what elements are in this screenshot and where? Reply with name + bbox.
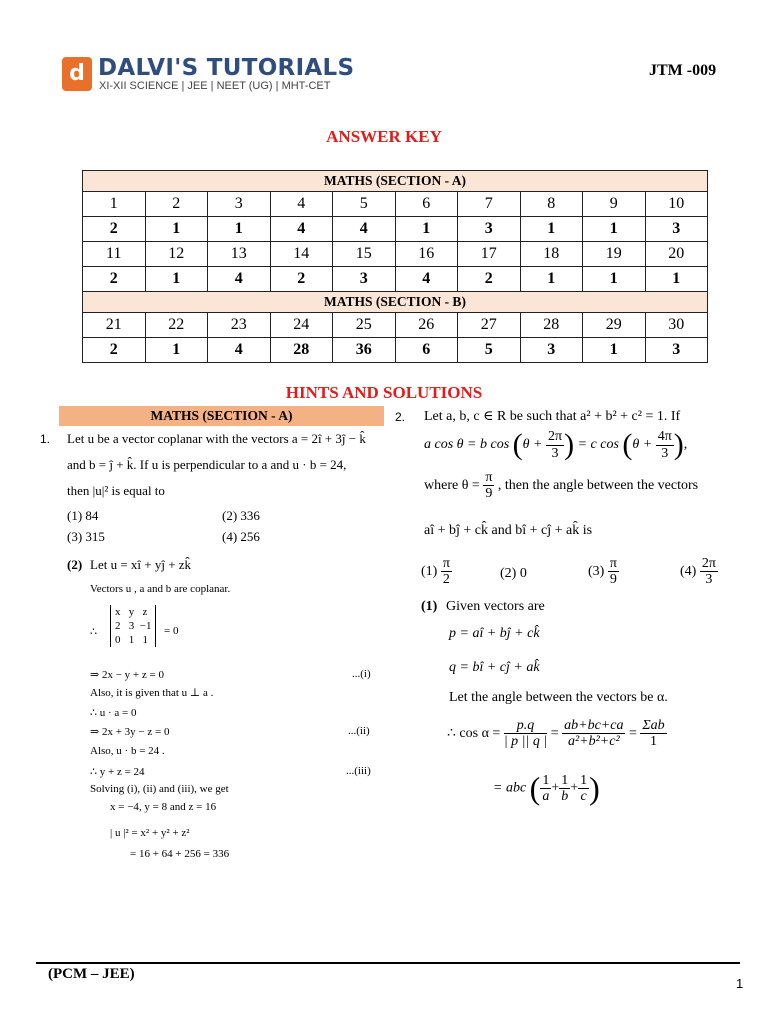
answer-cell: 3 bbox=[520, 338, 583, 363]
question-number-cell: 11 bbox=[83, 242, 146, 267]
q2-eq-mid: = c cos bbox=[577, 437, 619, 453]
section-b-header bbox=[83, 292, 708, 313]
answer-cell: 1 bbox=[520, 217, 583, 242]
brand-name: DALVI'S TUTORIALS bbox=[98, 55, 355, 81]
q2-solution-line1: Given vectors are bbox=[446, 599, 545, 614]
det-row-3: 0 1 1 bbox=[115, 634, 148, 646]
brand-tagline: XI-XII SCIENCE | JEE | NEET (UG) | MHT-CET bbox=[99, 80, 331, 92]
q1-line1: Let u be a vector coplanar with the vectors a = 2î + 3ĵ − k̂ bbox=[67, 431, 366, 446]
therefore-symbol: ∴ bbox=[90, 626, 97, 638]
q1-option-4: (4) 256 bbox=[222, 529, 260, 544]
q1-solution-line7: Also, u · b = 24 . bbox=[90, 745, 165, 757]
question-number-cell: 15 bbox=[333, 242, 396, 267]
question-number-row bbox=[83, 313, 708, 338]
q2-where-den: 9 bbox=[485, 486, 493, 502]
question-number-cell: 14 bbox=[270, 242, 333, 267]
answer-cell: 4 bbox=[333, 217, 396, 242]
q1-solution-line11: | u |² = x² + y² + z² bbox=[110, 827, 190, 839]
q2-number: 2. bbox=[395, 410, 406, 424]
q2-option-1 bbox=[421, 556, 452, 588]
answer-cell: 3 bbox=[645, 338, 708, 363]
answer-cell: 2 bbox=[83, 338, 146, 363]
question-number-cell: 4 bbox=[270, 192, 333, 217]
question-number-cell: 30 bbox=[645, 313, 708, 338]
q2-opt1-den: 2 bbox=[442, 572, 450, 588]
answer-key-title: ANSWER KEY bbox=[326, 127, 442, 146]
answer-cell: 6 bbox=[395, 338, 458, 363]
q2-where-num: π bbox=[485, 470, 493, 485]
question-number-cell: 3 bbox=[208, 192, 271, 217]
q2-abc-equation: = abc ( $\frac{1}{a}$ + $\frac{1}{b}$ + $\frac{1}{c}$ ) bbox=[493, 770, 600, 806]
question-number-cell: 17 bbox=[458, 242, 521, 267]
answer-cell: 3 bbox=[645, 217, 708, 242]
footer-course: (PCM – JEE) bbox=[48, 966, 135, 982]
q2-abc-plus1: + bbox=[551, 780, 560, 796]
answer-key-table bbox=[82, 170, 708, 363]
q2-where-line bbox=[424, 470, 698, 502]
q2-eq-theta2: θ + bbox=[632, 437, 653, 453]
question-number-cell: 12 bbox=[145, 242, 208, 267]
question-number-cell: 26 bbox=[395, 313, 458, 338]
answer-cell: 1 bbox=[208, 217, 271, 242]
q2-where: where θ = bbox=[424, 478, 480, 494]
answer-cell: 1 bbox=[145, 338, 208, 363]
question-number-cell: 29 bbox=[583, 313, 646, 338]
q2-abc-n2: 1 bbox=[561, 772, 569, 788]
q2-abc-lhs: = abc bbox=[493, 780, 527, 796]
question-number-cell: 6 bbox=[395, 192, 458, 217]
q2-equals-1: = bbox=[550, 726, 559, 742]
brand-logo-icon: d bbox=[62, 57, 92, 91]
q1-line3: then |u|² is equal to bbox=[67, 483, 165, 498]
q1-solution-answer: (2) bbox=[67, 557, 83, 572]
q1-solution-line2: Vectors u , a and b are coplanar. bbox=[90, 583, 231, 595]
question-number-cell: 8 bbox=[520, 192, 583, 217]
q2-line1: Let a, b, c ∈ R be such that a² + b² + c² = 1. If bbox=[424, 409, 681, 424]
q2-solution-answer: (1) bbox=[421, 599, 438, 614]
answer-cell: 28 bbox=[270, 338, 333, 363]
answer-cell: 1 bbox=[645, 267, 708, 292]
q2-abc-n1: 1 bbox=[542, 772, 550, 788]
question-number-cell: 22 bbox=[145, 313, 208, 338]
question-number-row bbox=[83, 192, 708, 217]
q2-cos-f2-den: a²+b²+c² bbox=[567, 734, 620, 750]
question-number-cell: 1 bbox=[83, 192, 146, 217]
q2-cos-f2-num: ab+bc+ca bbox=[564, 718, 624, 733]
q2-abc-d2: b bbox=[561, 789, 569, 804]
answer-cell: 2 bbox=[458, 267, 521, 292]
q2-cos-f3-num: Σab bbox=[642, 718, 665, 733]
q2-cos-f1-den: | p || q | bbox=[503, 734, 548, 750]
q1-solution-line12: = 16 + 64 + 256 = 336 bbox=[130, 848, 230, 860]
q2-opt1-num: π bbox=[442, 556, 450, 571]
q2-opt4-num: 2π bbox=[701, 556, 716, 571]
q1-eq3-tag: ...(iii) bbox=[346, 765, 371, 777]
answer-row bbox=[83, 267, 708, 292]
question-number-cell: 7 bbox=[458, 192, 521, 217]
paper-code: JTM -009 bbox=[649, 62, 717, 79]
answer-cell: 2 bbox=[83, 267, 146, 292]
q2-abc-plus2: + bbox=[570, 780, 579, 796]
q1-solution-line1: Let u = xî + yĵ + zk̂ bbox=[90, 557, 192, 572]
answer-cell: 3 bbox=[458, 217, 521, 242]
q2-eq-theta1: θ + bbox=[522, 437, 543, 453]
question-number-cell: 5 bbox=[333, 192, 396, 217]
q1-option-2: (2) 336 bbox=[222, 508, 260, 523]
q1-solution-eq2: ⇒ 2x + 3y − z = 0 bbox=[90, 726, 170, 738]
q2-frac2-den: 3 bbox=[661, 445, 669, 461]
q2-opt3-den: 9 bbox=[609, 572, 617, 588]
det-row-1: x y z bbox=[115, 606, 148, 618]
question-number-row bbox=[83, 242, 708, 267]
q2-option-2: (2) 0 bbox=[500, 566, 527, 581]
q1-option-1: (1) 84 bbox=[67, 508, 99, 523]
answer-cell: 1 bbox=[583, 217, 646, 242]
q1-eq2-tag: ...(ii) bbox=[348, 725, 370, 737]
question-number-cell: 25 bbox=[333, 313, 396, 338]
answer-cell: 4 bbox=[270, 217, 333, 242]
section-a-header-cell: MATHS (SECTION - A) bbox=[83, 171, 708, 192]
question-number-cell: 21 bbox=[83, 313, 146, 338]
q2-frac1-den: 3 bbox=[551, 445, 559, 461]
answer-cell: 3 bbox=[333, 267, 396, 292]
q1-determinant bbox=[110, 605, 156, 647]
answer-cell: 1 bbox=[583, 267, 646, 292]
q2-eq-a: a cos θ = b cos bbox=[424, 437, 510, 453]
section-a-header bbox=[83, 171, 708, 192]
question-number-cell: 9 bbox=[583, 192, 646, 217]
question-number-cell: 2 bbox=[145, 192, 208, 217]
question-number-cell: 10 bbox=[645, 192, 708, 217]
answer-cell: 4 bbox=[208, 267, 271, 292]
q2-where-tail: , then the angle between the vectors bbox=[497, 478, 699, 494]
q2-option-4 bbox=[680, 556, 718, 588]
answer-cell: 1 bbox=[583, 338, 646, 363]
question-number-cell: 19 bbox=[583, 242, 646, 267]
answer-row bbox=[83, 217, 708, 242]
answer-cell: 5 bbox=[458, 338, 521, 363]
q2-solution-line2: Let the angle between the vectors be α. bbox=[449, 690, 668, 705]
answer-cell: 1 bbox=[395, 217, 458, 242]
q2-frac2-num: 4π bbox=[657, 429, 672, 445]
q1-option-3: (3) 315 bbox=[67, 529, 105, 544]
question-number-cell: 27 bbox=[458, 313, 521, 338]
q1-line2: and b = ĵ + k̂. If u is perpendicular to a and u · b = 24, bbox=[67, 457, 347, 472]
det-row-2: 2 3 −1 bbox=[115, 620, 152, 632]
q2-equation: a cos θ = b cos (θ + $\frac{2\pi}{3}$ ) = c cos (θ + $\frac{4\pi}{3}$ ), bbox=[424, 428, 688, 461]
q2-option-3 bbox=[588, 556, 619, 588]
q2-opt4-den: 3 bbox=[705, 572, 713, 588]
q1-solution-line5: ∴ u · a = 0 bbox=[90, 707, 137, 719]
q2-cos-f3-den: 1 bbox=[650, 734, 658, 750]
hints-section-title: MATHS (SECTION - A) bbox=[59, 406, 384, 426]
q2-cos-lhs: ∴ cos α = bbox=[447, 726, 501, 742]
q2-eq-comma: , bbox=[683, 437, 688, 453]
q2-opt3-label: (3) bbox=[588, 564, 605, 580]
q2-frac1-num: 2π bbox=[547, 429, 563, 445]
answer-cell: 4 bbox=[208, 338, 271, 363]
hints-title: HINTS AND SOLUTIONS bbox=[285, 383, 483, 402]
answer-row bbox=[83, 338, 708, 363]
q1-solution-line9: Solving (i), (ii) and (iii), we get bbox=[90, 783, 229, 795]
question-number-cell: 20 bbox=[645, 242, 708, 267]
determinant-equals-zero: = 0 bbox=[164, 625, 179, 637]
q1-solution-line4: Also, it is given that u ⊥ a . bbox=[90, 687, 214, 699]
answer-cell: 36 bbox=[333, 338, 396, 363]
answer-cell: 1 bbox=[145, 267, 208, 292]
footer-divider bbox=[36, 962, 740, 964]
q1-solution-eq3: ∴ y + z = 24 bbox=[90, 766, 145, 778]
question-number-cell: 23 bbox=[208, 313, 271, 338]
q2-abc-d3: c bbox=[580, 789, 587, 804]
q2-opt3-num: π bbox=[609, 556, 617, 571]
page-number: 1 bbox=[736, 976, 744, 991]
answer-cell: 2 bbox=[83, 217, 146, 242]
question-number-cell: 13 bbox=[208, 242, 271, 267]
q2-cos-f1-num: p.q bbox=[504, 718, 547, 734]
q2-equals-2: = bbox=[628, 726, 637, 742]
q1-solution-eq1: ⇒ 2x − y + z = 0 bbox=[90, 669, 164, 681]
question-number-cell: 16 bbox=[395, 242, 458, 267]
answer-cell: 1 bbox=[520, 267, 583, 292]
question-number-cell: 18 bbox=[520, 242, 583, 267]
answer-cell: 4 bbox=[395, 267, 458, 292]
question-number-cell: 28 bbox=[520, 313, 583, 338]
q2-opt1-label: (1) bbox=[421, 564, 438, 580]
q1-number: 1. bbox=[40, 432, 51, 446]
q2-vectors: aî + bĵ + ck̂ and bî + cĵ + ak̂ is bbox=[424, 523, 593, 538]
q2-abc-n3: 1 bbox=[580, 772, 588, 788]
q2-vector-q: q = bî + cĵ + ak̂ bbox=[449, 660, 540, 675]
q2-opt4-label: (4) bbox=[680, 564, 697, 580]
q1-eq1-tag: ...(i) bbox=[352, 668, 371, 680]
answer-cell: 1 bbox=[145, 217, 208, 242]
q2-cos-equation bbox=[447, 718, 667, 750]
q1-solution-line10: x = −4, y = 8 and z = 16 bbox=[110, 801, 217, 813]
question-number-cell: 24 bbox=[270, 313, 333, 338]
answer-cell: 2 bbox=[270, 267, 333, 292]
q2-vector-p: p = aî + bĵ + ck̂ bbox=[449, 626, 540, 641]
q2-abc-d1: a bbox=[542, 789, 550, 804]
section-b-header-cell: MATHS (SECTION - B) bbox=[83, 292, 708, 313]
